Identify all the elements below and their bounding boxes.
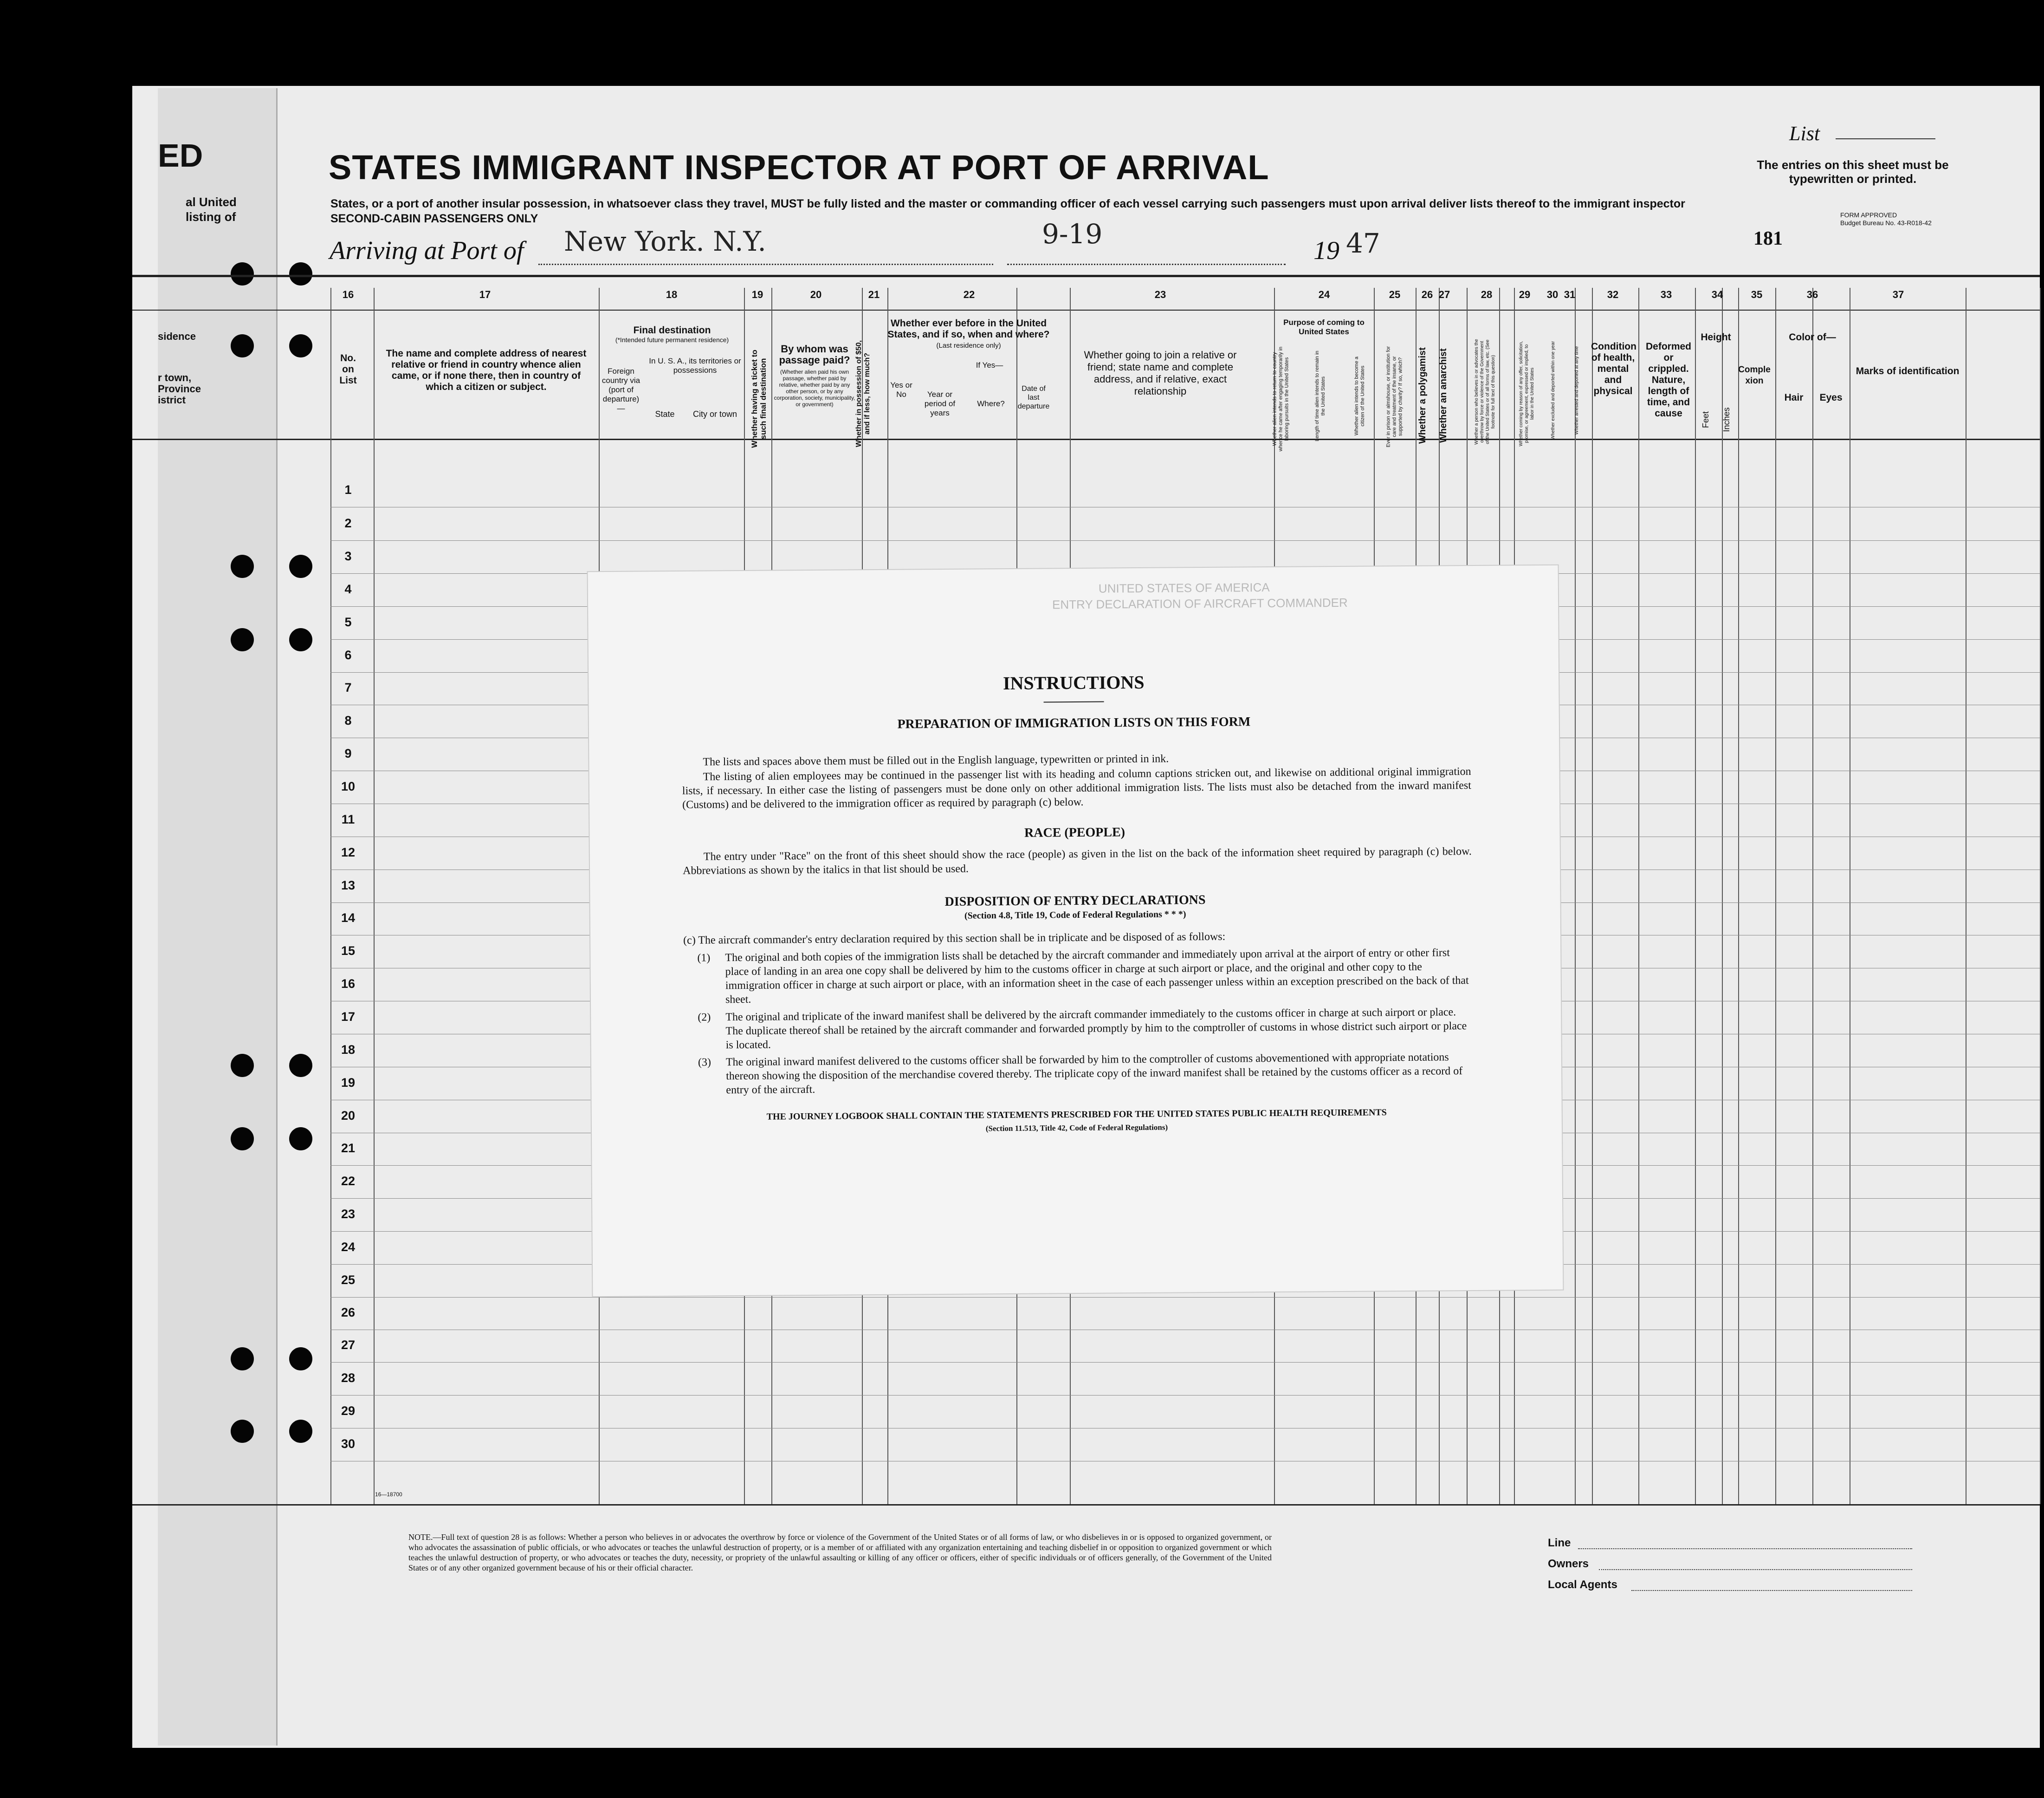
- section-disposition-ref: (Section 4.8, Title 19, Code of Federal Regulations * * *): [964, 909, 1186, 921]
- punch-hole: [289, 1054, 312, 1077]
- col31-header: Whether arrested and deported at any time: [1574, 346, 1579, 435]
- form-subtitle-class: SECOND-CABIN PASSENGERS ONLY: [330, 212, 538, 225]
- table-top-rule: [132, 275, 2040, 277]
- ghost-text: UNITED STATES OF AMERICA: [1098, 580, 1270, 596]
- item-3: (3) The original inward manifest delivered to the customs officer shall be forwarded by him to the comptroller of customs abovementioned with appropriate notations thereon showing the disposition of the merchandise covered thereby. The triplicate copy of the inward manifest shall be retained by the customs officer as a record of entry of the aircraft.: [698, 1051, 1463, 1097]
- form-approved: FORM APPROVED Budget Bureau No. 43-R018-42: [1840, 211, 1932, 227]
- row-number: 2: [344, 516, 352, 530]
- punch-hole: [231, 262, 254, 286]
- row-rule: [330, 1297, 2040, 1298]
- owners-field[interactable]: [1599, 1569, 1912, 1570]
- row-number: 3: [344, 549, 352, 563]
- strip-col-residence: sidence: [158, 331, 196, 342]
- column-number: 35: [1751, 289, 1763, 300]
- column-number: 21: [868, 289, 880, 300]
- col18-city: City or town: [692, 409, 737, 419]
- column-rule: [1592, 288, 1593, 1504]
- col18-usa: In U. S. A., its territories or possessions: [649, 357, 741, 375]
- column-number: 16: [342, 289, 354, 300]
- row-number: 14: [341, 911, 356, 925]
- col24a-header: Whether alien intends to return to country whence he came after engaging temporarily in laboring pursuits in the United States: [1272, 346, 1290, 452]
- row-number: 13: [341, 878, 356, 892]
- punch-hole: [289, 262, 312, 286]
- row-rule: [330, 1362, 2040, 1363]
- instructions-sheet: [588, 565, 1563, 1297]
- col27-header: Whether an anarchist: [1438, 348, 1449, 443]
- punch-hole: [231, 555, 254, 578]
- punch-hole: [289, 334, 312, 357]
- section-preparation: PREPARATION OF IMMIGRATION LISTS ON THIS FORM: [897, 714, 1251, 732]
- row-number: 16: [341, 977, 356, 991]
- section-disposition: DISPOSITION OF ENTRY DECLARATIONS: [944, 893, 1206, 909]
- row-number: 8: [344, 714, 352, 727]
- col22-yesno: Yes or No: [890, 381, 912, 399]
- paragraph-race: The entry under "Race" on the front of this sheet should show the race (people) as given in the list on the back of the information sheet required by paragraph (c) below. Abbreviations as shown by the italics in that list should be used.: [682, 845, 1472, 877]
- column-rule: [1722, 288, 1723, 1504]
- column-number: 33: [1660, 289, 1672, 300]
- punch-hole: [231, 628, 254, 651]
- punch-hole: [289, 1127, 312, 1150]
- col17-header: The name and complete address of nearest relative or friend in country whence alien came, or if none there, then in country of which a citizen or subject.: [386, 348, 587, 392]
- row-number: 1: [344, 483, 352, 497]
- column-number: 28: [1481, 289, 1493, 300]
- row-number: 11: [341, 812, 355, 826]
- column-number: 31: [1564, 289, 1576, 300]
- col22-year: Year or period of years: [924, 390, 956, 417]
- column-rule: [1738, 288, 1739, 1504]
- table-bottom-rule: [132, 1504, 2040, 1506]
- form-title: STATES IMMIGRANT INSPECTOR AT PORT OF ARRIVAL: [329, 148, 1269, 187]
- entries-note: The entries on this sheet must be typewritten or printed.: [1757, 158, 1949, 186]
- item-1: (1) The original and both copies of the immigration lists shall be detached by the aircraft commander and immediately upon arrival at the airport of entry or other first place of landing in an area one copy shall be delivered by him to the customs officer in charge at such airport or place, and the original and other copy to the immigration officer in charge at such airport or place, with an information sheet in the case of each passenger unless within an exception prescribed on the back of that sheet.: [697, 947, 1469, 1006]
- column-rule: [1575, 288, 1576, 1504]
- punch-hole: [289, 555, 312, 578]
- column-number: 29: [1519, 289, 1531, 300]
- list-label: List: [1789, 122, 1820, 145]
- row-number: 30: [341, 1437, 356, 1451]
- column-number: 18: [666, 289, 678, 300]
- column-number: 25: [1389, 289, 1401, 300]
- paragraph-employees: The listing of alien employees may be continued in the passenger list with its heading and column captions stricken out, and likewise on additional original immigration lists, if necessary. In either case the listing of passengers must be done only on other additional immigration lists. The lists must also be detached from the inward manifest (Customs) and be delivered to the immigration officer as required by paragraph (c) below.: [682, 766, 1471, 811]
- footnote-question-28: NOTE.—Full text of question 28 is as follows: Whether a person who believes in or advocates the overthrow by force or violence of the Government of the United States or of all forms of law, or who disbelieves in or is opposed to organized government, or who advocates the assassination of public officials, or who advocates or teaches the unlawful destruction of property, or is a member of or affiliated with any organization entertaining and teaching disbelief in or opposition to organized government or which teaches the unlawful destruction of property, or who advocates or teaches the duty, necessity, or propriety of the unlawful assaulting or killing of any officer or officers, either of specific individuals or of officers generally, of the Government of the United States or of any other organized government because of his or their official character.: [408, 1532, 1272, 1572]
- column-number: 19: [751, 289, 763, 300]
- column-number: 24: [1318, 289, 1330, 300]
- punch-hole: [231, 1347, 254, 1370]
- column-number: 27: [1438, 289, 1450, 300]
- strip-col-town: r town, Province istrict: [158, 372, 201, 406]
- list-line: [1836, 138, 1935, 139]
- col37-header: Marks of identification: [1856, 366, 1960, 376]
- row-number: 26: [341, 1305, 356, 1319]
- row-number: 25: [341, 1273, 356, 1287]
- column-number: 23: [1154, 289, 1166, 300]
- date-line: [1007, 264, 1286, 265]
- column-number: 22: [963, 289, 975, 300]
- strip-line1: al United: [186, 195, 237, 209]
- col18-header: Final destination (*Intended future permanent residence): [615, 325, 729, 344]
- col35-header: Complexion: [1738, 365, 1771, 386]
- column-rule: [330, 288, 331, 1504]
- port-handwritten: New York. N.Y.: [564, 226, 766, 257]
- form-code: 16—18700: [375, 1491, 402, 1498]
- row-number: 10: [341, 779, 356, 793]
- col32-header: Condition of health, mental and physical: [1591, 341, 1636, 396]
- col34-inches: Inches: [1722, 407, 1731, 432]
- column-number: 17: [479, 289, 491, 300]
- col22-header: Whether ever before in the United States, and if so, when and where? (Last residence only): [887, 318, 1050, 350]
- col26-header: Whether a polygamist: [1417, 347, 1428, 444]
- col22-ifyes: If Yes—: [976, 361, 1003, 370]
- col34-header: Height: [1701, 332, 1731, 343]
- ghost-text: ENTRY DECLARATION OF AIRCRAFT COMMANDER: [1052, 595, 1348, 612]
- column-rule: [1775, 288, 1776, 1504]
- left-page-strip: [158, 88, 278, 1746]
- local-agents-label: Local Agents: [1548, 1578, 1617, 1591]
- row-number: 9: [344, 746, 352, 760]
- col22-where: Where?: [977, 399, 1005, 408]
- col18-state: State: [655, 409, 675, 419]
- col21-header: Whether in possession of $50, and if less, how much?: [855, 340, 871, 448]
- strip-line2: listing of: [186, 210, 236, 224]
- title-rule: [1044, 701, 1104, 703]
- year-handwritten: 47: [1346, 227, 1380, 259]
- row-number: 7: [344, 681, 352, 695]
- column-rule: [374, 288, 375, 1504]
- row-number: 18: [341, 1043, 356, 1057]
- col36-header: Color of—: [1789, 332, 1836, 343]
- date-handwritten: 9-19: [1042, 218, 1103, 250]
- col23-header: Whether going to join a relative or friend; state name and complete address, and if relative, exact relationship: [1084, 349, 1237, 397]
- col29-header: Whether coming by reason of any offer, solicitation, promise, or agreement, expressed or implied, to labor in the United States: [1519, 341, 1535, 447]
- page-number: 181: [1753, 228, 1783, 249]
- col34-feet: Feet: [1701, 411, 1710, 428]
- arriving-label: Arriving at Port of: [330, 236, 524, 265]
- owners-label: Owners: [1548, 1558, 1589, 1570]
- item-2: (2) The original and triplicate of the inward manifest shall be delivered by the aircraft commander immediately to the customs officer in charge at such airport or place. The duplicate thereof shall be retained by the aircraft commander and forwarded promptly by him to the comptroller of customs in whose district such airport or place is located.: [698, 1006, 1467, 1052]
- year-printed: 19: [1313, 236, 1339, 265]
- col24-header: Purpose of coming to United States: [1283, 318, 1365, 336]
- row-number: 12: [341, 845, 356, 859]
- col25-header: Ever in prison or almshouse, or institution for care and treatment of the insane, or supported by charity? If so, which?: [1385, 346, 1404, 448]
- col30-header: Whether excluded and deported within one year: [1551, 341, 1556, 440]
- col36-eyes: Eyes: [1819, 392, 1843, 403]
- header-bottom-rule: [132, 439, 2040, 440]
- strip-title-fragment: ED: [158, 137, 203, 174]
- paragraph-language: The lists and spaces above them must be filled out in the English language, typewritten or printed in ink.: [703, 753, 1169, 768]
- col18-foreign: Foreign country via (port of departure)—: [602, 367, 640, 413]
- row-number: 29: [341, 1404, 356, 1418]
- row-number: 20: [341, 1109, 356, 1123]
- row-number: 6: [344, 648, 352, 662]
- row-number: 19: [341, 1076, 356, 1090]
- column-number-rule: [132, 310, 2040, 311]
- row-number: 28: [341, 1371, 356, 1385]
- column-number: 32: [1607, 289, 1619, 300]
- row-number: 22: [341, 1174, 356, 1188]
- col20-header: By whom was passage paid? (Whether alien paid his own passage, whether paid by relative, whether paid by any other person, or by any corporation, society, municipality, or government): [774, 343, 855, 408]
- punch-hole: [289, 1420, 312, 1443]
- column-number: 36: [1806, 289, 1818, 300]
- col24b-header: Length of time alien intends to remain in the United States: [1314, 351, 1326, 441]
- column-rule: [1812, 288, 1813, 1504]
- punch-hole: [231, 334, 254, 357]
- row-number: 23: [341, 1207, 356, 1221]
- instructions-title: INSTRUCTIONS: [1003, 671, 1145, 694]
- column-number: 26: [1421, 289, 1433, 300]
- column-number: 30: [1546, 289, 1559, 300]
- paragraph-c: (c) The aircraft commander's entry declaration required by this section shall be in triplicate and be disposed of as follows:: [683, 930, 1226, 947]
- port-line: [538, 264, 993, 265]
- row-rule: [330, 1395, 2040, 1396]
- punch-hole: [231, 1420, 254, 1443]
- col24c-header: Whether alien intends to become a citizen of the United States: [1354, 357, 1365, 435]
- form-subtitle: States, or a port of another insular possession, in whatsoever class they travel, MUST be fully listed and the master or commanding officer of each vessel carrying such passengers must upon arrival deliver lists thereof to the immigrant inspector: [330, 197, 1685, 210]
- punch-hole: [289, 1347, 312, 1370]
- punch-hole: [231, 1127, 254, 1150]
- row-number: 4: [344, 582, 352, 596]
- row-number: 5: [344, 615, 352, 629]
- local-agents-field[interactable]: [1631, 1590, 1912, 1591]
- punch-hole: [231, 1054, 254, 1077]
- row-number: 21: [341, 1141, 356, 1155]
- line-field[interactable]: [1578, 1548, 1912, 1549]
- row-number: 27: [341, 1338, 356, 1352]
- column-number: 37: [1892, 289, 1904, 300]
- row-number: 17: [341, 1010, 356, 1024]
- section-race: RACE (PEOPLE): [1024, 825, 1125, 840]
- column-number: 20: [810, 289, 822, 300]
- column-rule: [1638, 288, 1639, 1504]
- col19-header: Whether having a ticket to such final destination: [750, 350, 768, 448]
- row-rule: [330, 540, 2040, 541]
- col16-header: No. on List: [339, 353, 357, 386]
- col36-hair: Hair: [1784, 392, 1804, 403]
- punch-hole: [289, 628, 312, 651]
- logbook-note: THE JOURNEY LOGBOOK SHALL CONTAIN THE STATEMENTS PRESCRIBED FOR THE UNITED STATES PUBLIC HEALTH REQUIREMENTS: [766, 1107, 1387, 1122]
- column-rule: [1695, 288, 1696, 1504]
- row-number: 24: [341, 1240, 356, 1254]
- col33-header: Deformed or crippled. Nature, length of time, and cause: [1645, 341, 1692, 419]
- row-number: 15: [341, 944, 356, 958]
- col28-header: Whether a person who believes in or advocates the overthrow by force or violence of the Government of the United States or of all forms of law, etc. (See footnote for full text of this question): [1474, 339, 1496, 445]
- column-rule: [2040, 288, 2041, 1504]
- logbook-note-ref: (Section 11.513, Title 42, Code of Federal Regulations): [985, 1123, 1168, 1133]
- column-number: 34: [1711, 289, 1723, 300]
- line-label: Line: [1548, 1537, 1571, 1549]
- col22-date: Date of last departure: [1017, 385, 1050, 410]
